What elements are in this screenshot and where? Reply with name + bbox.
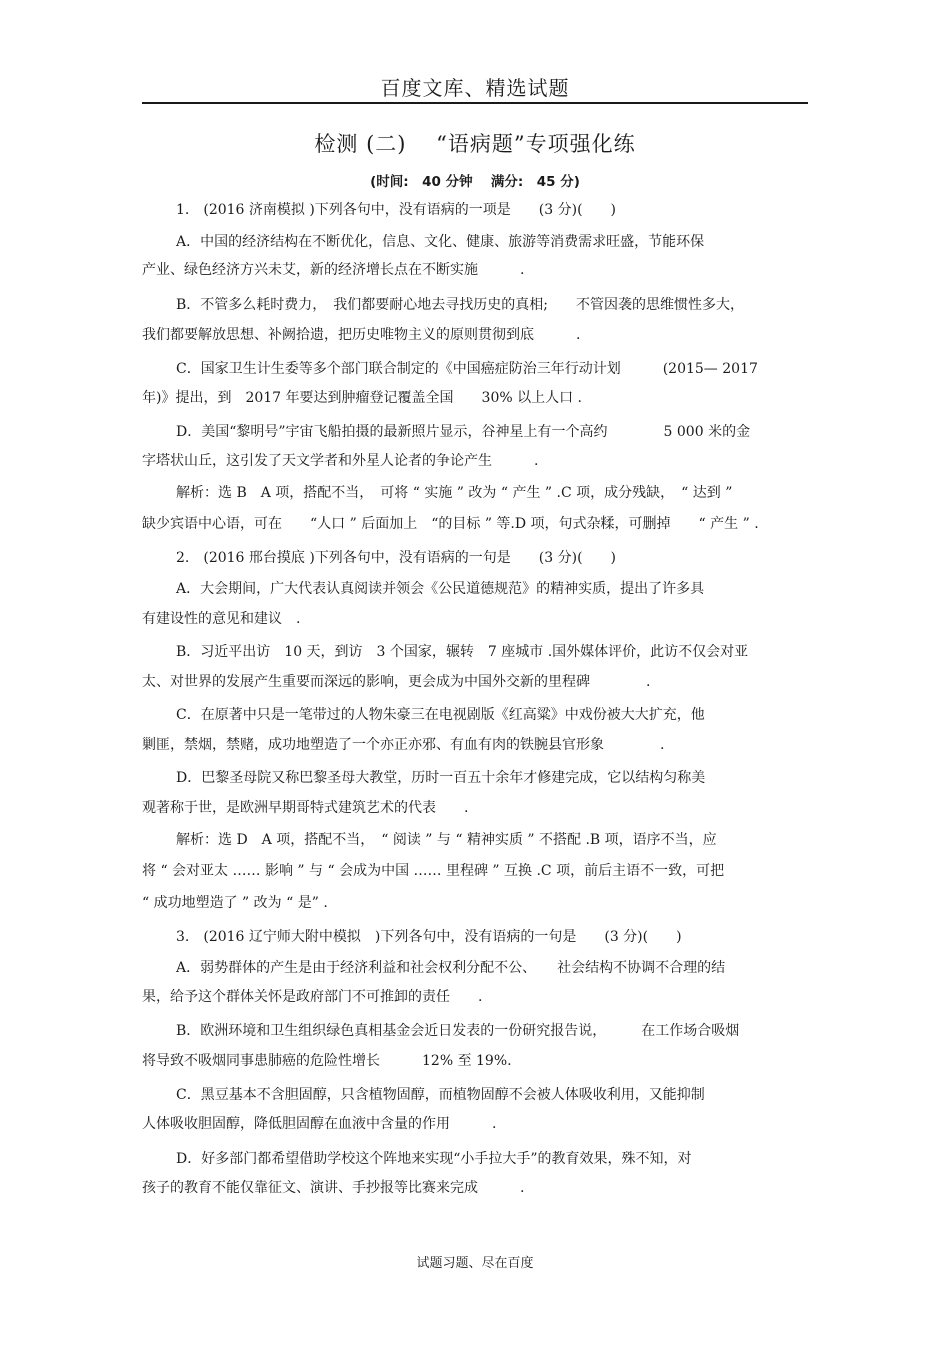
page-header-title: 百度文库、精选试题 [380,76,570,100]
question-1-stem: 1. (2016 济南模拟 )下列各句中，没有语病的一项是 (3 分)( ) [176,202,617,218]
q1-option-d-line-2: 字塔状山丘，这引发了天文学者和外星人论者的争论产生 . [142,453,539,469]
q3-option-c-line-2: 人体吸收胆固醇，降低胆固醇在血液中含量的作用 . [142,1116,497,1132]
q2-explanation-line-2: 将 “ 会对亚太 …… 影响 ” 与 “ 会成为中国 …… 里程碑 ” 互换 .C 项，前后主语不一致，可把 [142,863,725,879]
q3-option-c-line-1: C．黑豆基本不含胆固醇，只含植物固醇，而植物固醇不会被人体吸收利用，又能抑制 [176,1087,705,1103]
q2-explanation-line-3: “ 成功地塑造了 ” 改为 “ 是” . [142,895,328,911]
q2-option-d-line-1: D．巴黎圣母院又称巴黎圣母大教堂，历时一百五十余年才修建完成，它以结构匀称美 [176,770,706,786]
document-title: 检测 (二) “语病题”专项强化练 [314,132,636,156]
q1-option-d-line-1: D．美国“黎明号”宇宙飞船拍摄的最新照片显示，谷神星上有一个高约 5 000 米的金 [176,424,751,440]
q2-explanation-line-1: 解析：选 D A 项，搭配不当， “ 阅读 ” 与 “ 精神实质 ” 不搭配 .B 项，语序不当，应 [176,832,717,848]
q2-option-b-line-2: 太、对世界的发展产生重要而深远的影响，更会成为中国外交新的里程碑 . [142,674,651,690]
q1-explanation-line-1: 解析：选 B A 项，搭配不当， 可将 “ 实施 ” 改为 “ 产生 ” .C 项，成分残缺， “ 达到 ” [176,485,733,501]
q2-option-d-line-2: 观著称于世，是欧洲早期哥特式建筑艺术的代表 . [142,800,469,816]
q3-option-b-line-1: B．欧洲环境和卫生组织绿色真相基金会近日发表的一份研究报告说， 在工作场合吸烟 [176,1023,740,1039]
header-rule [142,102,808,104]
q1-option-a-line-1: A．中国的经济结构在不断优化，信息、文化、健康、旅游等消费需求旺盛，节能环保 [176,234,705,250]
document-subtitle: (时间: 40 分钟 满分: 45 分) [370,174,580,190]
q3-option-a-line-2: 果，给予这个群体关怀是政府部门不可推卸的责任 . [142,989,483,1005]
q1-option-a-line-2: 产业、绿色经济方兴未艾，新的经济增长点在不断实施 . [142,262,525,278]
q2-option-c-line-2: 剿匪，禁烟，禁赌，成功地塑造了一个亦正亦邪、有血有肉的铁腕县官形象 . [142,737,665,753]
question-2-stem: 2. (2016 邢台摸底 )下列各句中，没有语病的一句是 (3 分)( ) [176,550,617,566]
q2-option-b-line-1: B．习近平出访 10 天，到访 3 个国家，辗转 7 座城市 .国外媒体评价，此访不仅会对亚 [176,644,749,660]
q1-option-c-line-2: 年)》提出，到 2017 年要达到肿瘤登记覆盖全国 30% 以上人口 . [142,390,583,406]
q2-option-a-line-2: 有建设性的意见和建议 . [142,611,301,627]
q3-option-b-line-2: 将导致不吸烟同事患肺癌的危险性增长 12% 至 19%. [142,1053,512,1069]
page-footer: 试题习题、尽在百度 [416,1256,534,1271]
q3-option-a-line-1: A．弱势群体的产生是由于经济利益和社会权利分配不公、 社会结构不协调不合理的结 [176,960,726,976]
q2-option-a-line-1: A．大会期间，广大代表认真阅读并领会《公民道德规范》的精神实质，提出了许多具 [176,581,705,597]
question-3-stem: 3. (2016 辽宁师大附中模拟 )下列各句中，没有语病的一句是 (3 分)( ) [176,929,682,945]
q1-option-c-line-1: C．国家卫生计生委等多个部门联合制定的《中国癌症防治三年行动计划 (2015— 2017 [176,361,758,377]
q3-option-d-line-1: D．好多部门都希望借助学校这个阵地来实现“小手拉大手”的教育效果，殊不知，对 [176,1151,692,1167]
q2-option-c-line-1: C．在原著中只是一笔带过的人物朱豪三在电视剧版《红高粱》中戏份被大大扩充，他 [176,707,705,723]
q1-explanation-line-2: 缺少宾语中心语，可在 “人口 ” 后面加上 “的目标 ” 等.D 项，句式杂糅，可删掉 “ 产生 ” . [142,516,759,532]
q3-option-d-line-2: 孩子的教育不能仅靠征文、演讲、手抄报等比赛来完成 . [142,1180,525,1196]
q1-option-b-line-1: B．不管多么耗时费力， 我们都要耐心地去寻找历史的真相; 不管因袭的思维惯性多大， [176,297,745,313]
q1-option-b-line-2: 我们都要解放思想、补阙拾遗，把历史唯物主义的原则贯彻到底 . [142,327,581,343]
